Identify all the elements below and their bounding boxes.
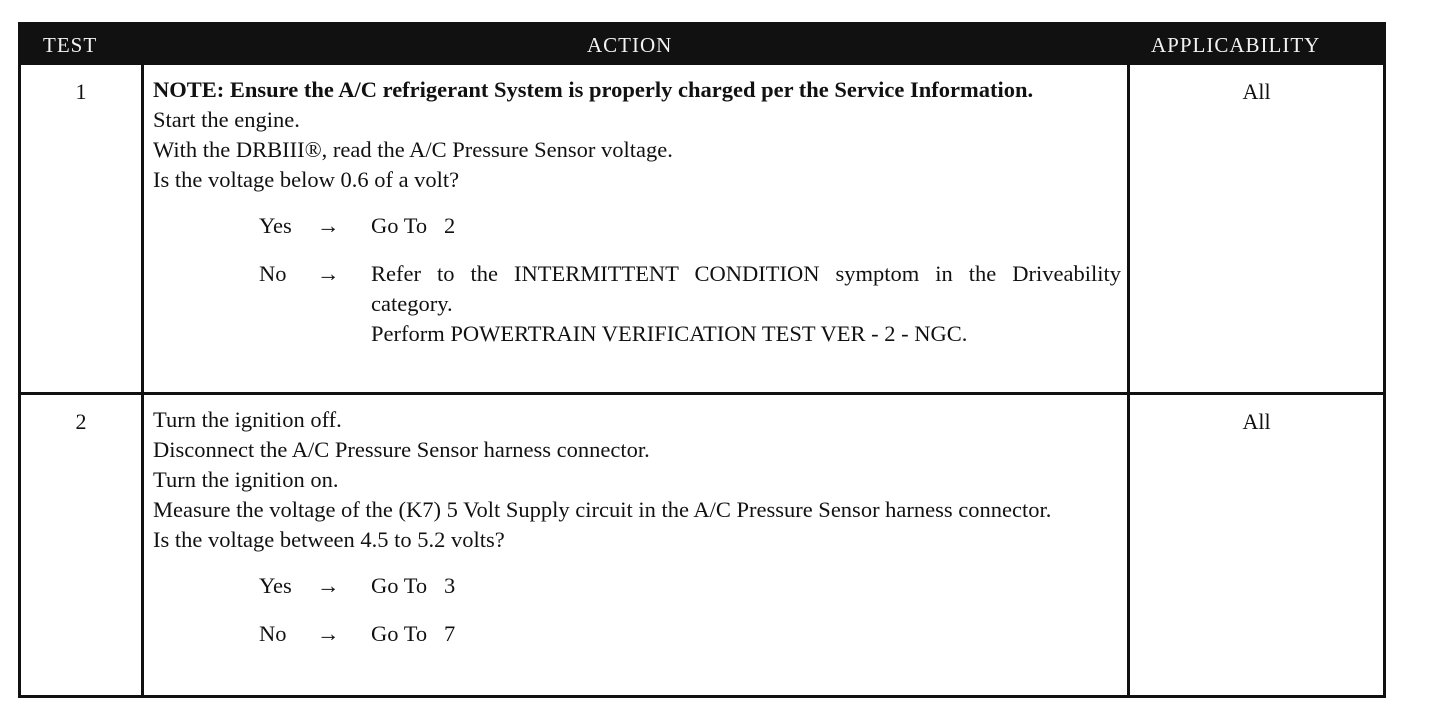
arrow-icon: → <box>317 261 340 286</box>
answer-result-line: Perform POWERTRAIN VERIFICATION TEST VER - 2 - NGC. <box>371 321 968 346</box>
step-text: Is the voltage below 0.6 of a volt? <box>153 167 460 192</box>
header-applicability: APPLICABILITY <box>1151 33 1321 57</box>
table-row <box>21 395 1383 695</box>
header-action: ACTION <box>587 33 673 57</box>
answer-list <box>259 211 1121 349</box>
answer-result <box>371 259 1121 349</box>
answer-result: Go To 7 <box>371 621 456 646</box>
column-divider <box>1127 395 1130 695</box>
step-text: Turn the ignition on. <box>153 467 339 492</box>
header-test: TEST <box>43 33 98 57</box>
table-row <box>21 65 1383 395</box>
arrow-icon: → <box>317 213 340 238</box>
action-cell <box>153 75 1121 367</box>
answer-label: No <box>259 621 287 646</box>
answer-yes <box>259 571 1121 601</box>
step-text: Turn the ignition off. <box>153 407 342 432</box>
answer-label: No <box>259 261 287 286</box>
note-text: NOTE: Ensure the A/C refrigerant System is properly charged per the Service Information. <box>153 77 1034 102</box>
test-number: 1 <box>75 79 87 104</box>
column-divider <box>141 395 144 695</box>
answer-label: Yes <box>259 573 292 598</box>
answer-label: Yes <box>259 213 292 238</box>
step-text: With the DRBIII®, read the A/C Pressure Sensor voltage. <box>153 137 673 162</box>
applicability-value: All <box>1242 79 1271 104</box>
answer-no <box>259 619 1121 649</box>
answer-yes <box>259 211 1121 241</box>
test-number: 2 <box>75 409 87 434</box>
action-cell <box>153 405 1121 667</box>
answer-no <box>259 259 1121 349</box>
applicability-value: All <box>1242 409 1271 434</box>
answer-result: Go To 3 <box>371 573 456 598</box>
table-header <box>21 25 1383 65</box>
arrow-icon: → <box>317 621 340 646</box>
answer-list <box>259 571 1121 649</box>
arrow-icon: → <box>317 573 340 598</box>
diagnostic-test-table <box>18 22 1386 698</box>
answer-result: Go To 2 <box>371 213 456 238</box>
column-divider <box>1127 65 1130 392</box>
step-text: Measure the voltage of the (K7) 5 Volt Supply circuit in the A/C Pressure Sensor harness connector. <box>153 497 1052 522</box>
column-divider <box>141 65 144 392</box>
step-text: Disconnect the A/C Pressure Sensor harness connector. <box>153 437 650 462</box>
step-text: Start the engine. <box>153 107 300 132</box>
step-text: Is the voltage between 4.5 to 5.2 volts? <box>153 527 505 552</box>
answer-result-line: Refer to the INTERMITTENT CONDITION symptom in the Driveability category. <box>371 261 1121 316</box>
